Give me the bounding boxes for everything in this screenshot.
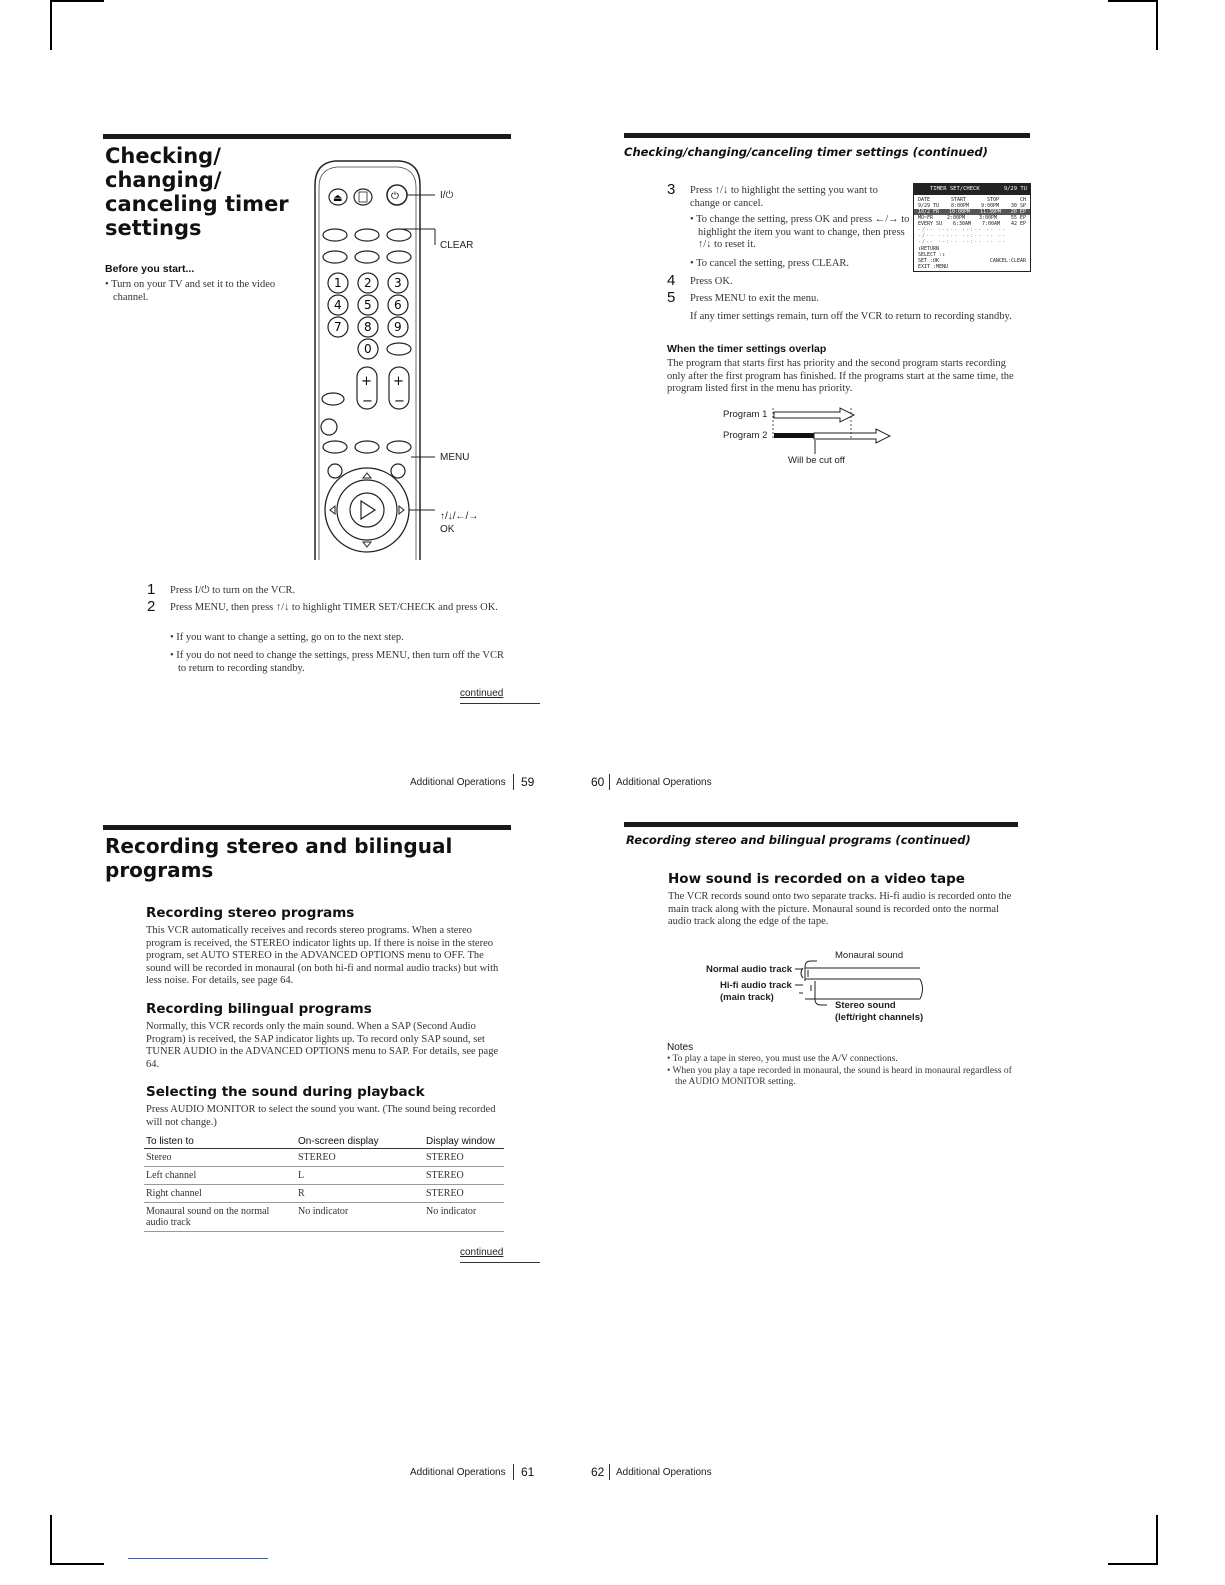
table-cell: STEREO xyxy=(424,1185,504,1203)
footer-divider xyxy=(513,1464,514,1480)
step-text: Press OK. xyxy=(690,276,733,287)
timer-screen-footer-item: CANCEL:CLEAR xyxy=(989,258,1026,264)
timer-screen-title: TIMER SET/CHECK xyxy=(930,186,980,192)
program2-label: Program 2 xyxy=(723,430,768,441)
svg-text:6: 6 xyxy=(394,298,402,312)
table-cell: R xyxy=(296,1185,424,1203)
title-line: changing/ xyxy=(105,168,222,192)
step-text: Press ↑/↓ to highlight the setting you want to change or cancel. xyxy=(690,185,878,209)
timer-screen-header: DATE xyxy=(918,197,931,203)
crop-mark xyxy=(50,1515,52,1565)
step-number: 4 xyxy=(667,272,676,289)
title-line: Recording stereo and bilingual xyxy=(105,834,453,858)
overlap-heading: When the timer settings overlap xyxy=(667,343,827,355)
timer-screen-cell: 3:00PM xyxy=(978,215,997,221)
running-header: Checking/changing/canceling timer settings (continued) xyxy=(624,145,988,159)
table-header: On-screen display xyxy=(296,1135,424,1149)
table-cell: STEREO xyxy=(424,1167,504,1185)
step-note: If any timer settings remain, turn off the VCR to return to recording standby. xyxy=(690,311,1012,322)
note-item: • When you play a tape recorded in monaural, the sound is heard in monaural regardless of the AUDIO MONITOR setting. xyxy=(667,1066,1012,1087)
page-number: 60 xyxy=(591,775,605,789)
table-cell: STEREO xyxy=(296,1149,424,1167)
continued-label: continued xyxy=(460,1247,504,1258)
svg-text:+: + xyxy=(361,374,372,389)
svg-text:1: 1 xyxy=(334,276,342,290)
timer-screen-cell: MO~FR xyxy=(918,215,934,221)
section-rule xyxy=(624,822,1018,827)
timer-screen xyxy=(913,183,1031,272)
timer-screen-cell: 2:00PM xyxy=(946,215,966,221)
table-header: To listen to xyxy=(144,1135,296,1149)
crop-mark xyxy=(1156,0,1158,50)
svg-text:0: 0 xyxy=(364,342,372,356)
svg-text:⏻: ⏻ xyxy=(391,191,399,202)
table-cell: No indicator xyxy=(424,1203,504,1232)
svg-text:−: − xyxy=(362,394,373,409)
running-header: Recording stereo and bilingual programs (continued) xyxy=(626,833,971,847)
section-heading: Recording bilingual programs xyxy=(146,1001,372,1017)
bullet-item: • To change the setting, press OK and press ←/→ to highlight the item you want to change, then press ↑/↓ to reset it. xyxy=(690,214,910,250)
table-row xyxy=(144,1167,504,1185)
svg-text:4: 4 xyxy=(334,298,342,312)
title-line: Checking/ xyxy=(105,144,221,168)
timer-screen-footer-item: SELECT :↕ xyxy=(918,252,946,258)
overlap-text: The program that starts first has priority and the second program starts recording only after the first program has finished. If the programs start at the same time, the program listed first in the menu has priority. xyxy=(667,358,1014,394)
timer-screen-footer-item: EXIT :MENU xyxy=(918,264,949,270)
table-row xyxy=(144,1149,504,1167)
timer-screen-titlebar xyxy=(914,184,1030,195)
note-item: • To play a tape in stereo, you must use the A/V connections. xyxy=(667,1054,898,1064)
footer-divider xyxy=(609,774,610,790)
timer-screen-date: 9/29 TU xyxy=(1003,186,1027,192)
continued-label: continued xyxy=(460,688,504,699)
step-number: 2 xyxy=(147,598,156,615)
crop-mark xyxy=(1108,1563,1156,1565)
section-text: Press AUDIO MONITOR to select the sound you want. (The sound being recorded will not change.) xyxy=(146,1104,496,1128)
step-number: 3 xyxy=(667,181,676,198)
timer-screen-header: STOP xyxy=(986,197,1000,203)
svg-text:2: 2 xyxy=(364,276,372,290)
table-header-row xyxy=(144,1135,504,1149)
overlap-diagram xyxy=(770,404,900,454)
before-item: • Turn on your TV and set it to the video channel. xyxy=(105,279,276,303)
power-label: I/⏻ xyxy=(440,190,454,201)
sound-table xyxy=(144,1135,504,1232)
hifi-track-label: Hi-fi audio track xyxy=(720,980,792,991)
main-track-label: (main track) xyxy=(720,992,774,1003)
table-row xyxy=(144,1185,504,1203)
footer-section: Additional Operations xyxy=(616,777,712,788)
timer-screen-cell: 30 SP xyxy=(1010,203,1026,209)
program1-label: Program 1 xyxy=(723,409,768,420)
table-cell: Left channel xyxy=(144,1167,296,1185)
bullet-item: • To cancel the setting, press CLEAR. xyxy=(690,258,850,269)
timer-screen-cell: EVERY SU xyxy=(918,221,943,227)
svg-text:3: 3 xyxy=(394,276,402,290)
timer-screen-cell: 11:30PM xyxy=(979,209,1002,215)
arrows-label: ↑/↓/←/→ xyxy=(440,511,479,522)
monaural-label: Monaural sound xyxy=(835,950,904,961)
table-cell: L xyxy=(296,1167,424,1185)
title-line: programs xyxy=(105,858,214,882)
table-cell: No indicator xyxy=(296,1203,424,1232)
table-cell: STEREO xyxy=(424,1149,504,1167)
crop-mark xyxy=(52,1563,104,1565)
table-row xyxy=(144,1203,504,1232)
timer-screen-footer-item: SET :OK xyxy=(918,258,940,264)
timer-screen-cell: 6:30AM xyxy=(953,221,972,227)
section-rule xyxy=(624,133,1030,138)
before-heading: Before you start... xyxy=(105,263,195,275)
title-line: canceling timer xyxy=(105,192,289,216)
timer-screen-cell: 9:00PM xyxy=(980,203,1000,209)
svg-text:5: 5 xyxy=(364,298,372,312)
svg-text:7: 7 xyxy=(334,320,342,334)
footer-section: Additional Operations xyxy=(410,1467,506,1478)
page-number: 62 xyxy=(591,1465,605,1479)
table-cell: Right channel xyxy=(144,1185,296,1203)
svg-text:8: 8 xyxy=(364,320,372,334)
timer-screen-header: CH xyxy=(1019,197,1026,203)
stereo-label: Stereo sound xyxy=(835,1000,896,1011)
timer-screen-cell: 42 EP xyxy=(1010,221,1026,227)
cut-off-label: Will be cut off xyxy=(788,455,845,466)
footer-section: Additional Operations xyxy=(410,777,506,788)
step-number: 5 xyxy=(667,289,676,306)
menu-label: MENU xyxy=(440,452,470,463)
section-text: Normally, this VCR records only the main sound. When a SAP (Second Audio Program) is received, the SAP indicator lights up. To record only SAP sound, set TUNER AUDIO in the ADVANCED OPTIONS menu to SAP. For details, see page 64. xyxy=(146,1021,499,1070)
svg-text:9: 9 xyxy=(394,320,402,334)
step-text: Press MENU to exit the menu. xyxy=(690,293,819,304)
timer-screen-header-row xyxy=(914,195,1030,203)
section-heading: How sound is recorded on a video tape xyxy=(668,871,965,887)
section-rule xyxy=(103,134,511,139)
title-line: settings xyxy=(105,216,202,240)
timer-screen-cell: 20 EP xyxy=(1010,209,1026,215)
bullet-item: • If you want to change a setting, go on to the next step. xyxy=(170,632,404,643)
step-text: Press I/⏻ to turn on the VCR. xyxy=(170,585,296,596)
section-heading: Selecting the sound during playback xyxy=(146,1084,425,1100)
crop-mark xyxy=(1156,1515,1158,1565)
channels-label: (left/right channels) xyxy=(835,1012,924,1023)
footer-divider xyxy=(513,774,514,790)
timer-screen-cell: 10/2 FR xyxy=(918,209,940,215)
footer-section: Additional Operations xyxy=(616,1467,712,1478)
timer-screen-footer xyxy=(914,245,1030,270)
section-rule xyxy=(103,825,511,830)
continued-rule xyxy=(460,703,540,704)
timer-screen-cell: 55 EP xyxy=(1010,215,1026,221)
crop-mark xyxy=(50,0,52,50)
normal-track-label: Normal audio track xyxy=(706,964,793,975)
page-number: 59 xyxy=(521,775,535,789)
clear-label: CLEAR xyxy=(440,240,474,251)
continued-rule xyxy=(460,1262,540,1263)
timer-screen-footer-item: ↕RETURN xyxy=(918,246,940,252)
page-title xyxy=(105,834,452,882)
section-text: This VCR automatically receives and records stereo programs. When a stereo program is received, the STEREO indicator lights up. If there is noise in the stereo program, set AUTO STEREO in the ADVANCED OPTIONS menu to OFF. The sound will be recorded in monaural (on both hi-fi and normal audio tracks) but with less noise. For details, see page 64. xyxy=(146,925,499,986)
remote-control-illustration xyxy=(305,155,525,565)
timer-screen-cell: 8:00PM xyxy=(950,203,970,209)
svg-text:−: − xyxy=(394,394,405,409)
notes-heading: Notes xyxy=(667,1042,694,1053)
svg-text:+: + xyxy=(393,374,404,389)
timer-screen-header: START xyxy=(950,197,967,203)
page-number: 61 xyxy=(521,1465,535,1479)
step-number: 1 xyxy=(147,581,156,598)
ok-label: OK xyxy=(440,524,455,535)
page-title xyxy=(105,144,289,240)
timer-screen-cell: 9/29 TU xyxy=(918,203,940,209)
bullet-item: • If you do not need to change the settings, press MENU, then turn off the VCR to return to recording standby. xyxy=(170,650,504,674)
footer-divider xyxy=(609,1464,610,1480)
timer-screen-cell: 10:00PM xyxy=(948,209,971,215)
step-text: Press MENU, then press ↑/↓ to highlight TIMER SET/CHECK and press OK. xyxy=(170,602,498,613)
table-cell: Stereo xyxy=(144,1149,296,1167)
table-header: Display window xyxy=(424,1135,504,1149)
link-underline xyxy=(128,1558,268,1559)
crop-mark xyxy=(52,0,104,2)
timer-screen-cell: 7:00AM xyxy=(981,221,1001,227)
section-text: The VCR records sound onto two separate tracks. Hi-fi audio is recorded onto the main track along with the picture. Monaural sound is recorded onto the normal audio track along the edge of the tape. xyxy=(668,891,1012,927)
svg-text:⏏: ⏏ xyxy=(333,193,343,204)
crop-mark xyxy=(1108,0,1156,2)
section-heading: Recording stereo programs xyxy=(146,905,355,921)
timer-screen-empty-rows: -/-- --:-- --:-- -- -- -/-- --:-- --:-- -- -- -/-- --:-- --:-- -- -- xyxy=(918,227,1007,245)
table-cell: Monaural sound on the normal audio track xyxy=(144,1203,296,1232)
